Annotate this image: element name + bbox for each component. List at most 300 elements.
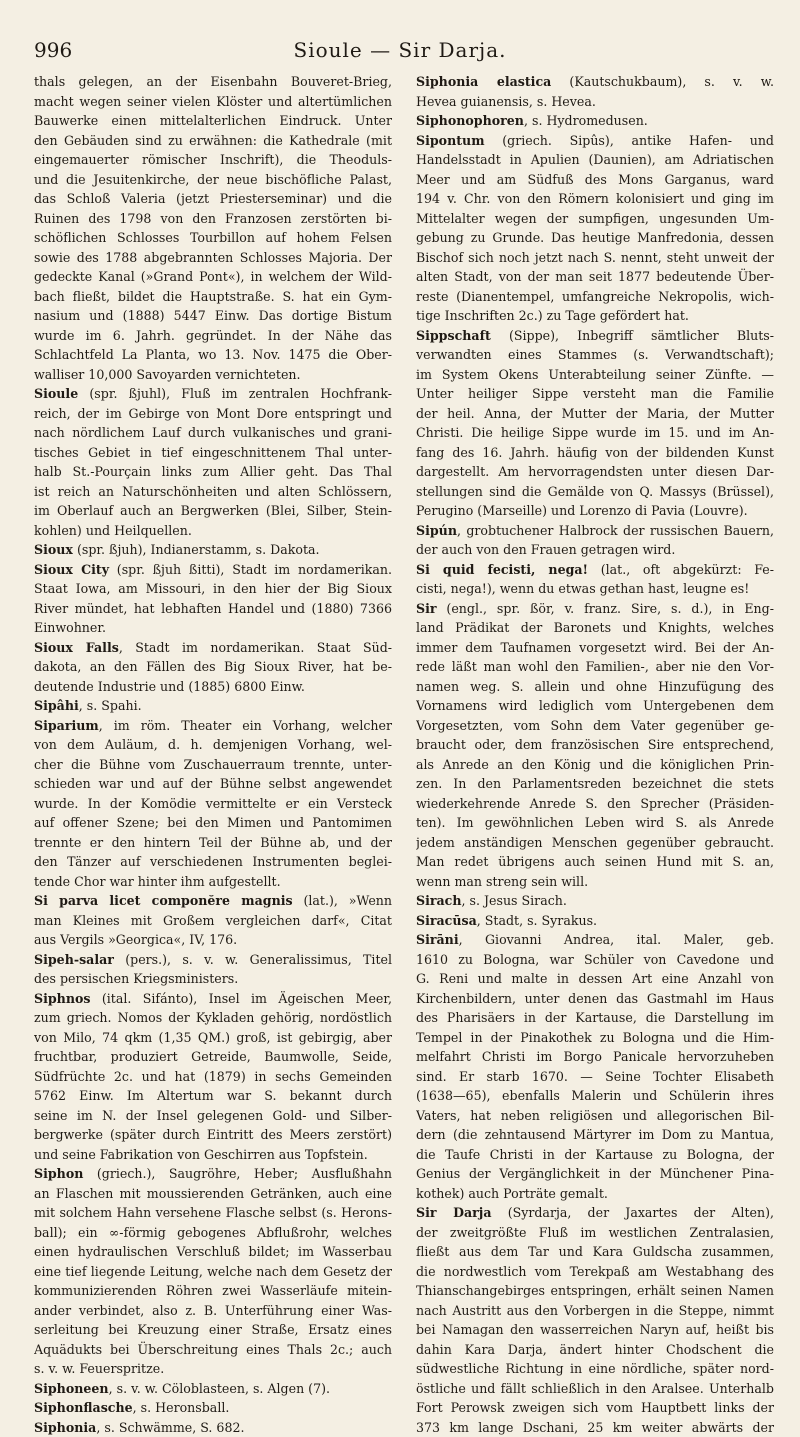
text-line — [416, 482, 774, 502]
text-line — [416, 365, 774, 385]
line-text: land Prädikat der Baronets und Knights, welches — [416, 620, 774, 635]
line-text: (ital. Sifánto), Insel im Ägeischen Meer, — [91, 991, 393, 1006]
line-text: (spr. ßjuhl), Fluß im zentralen Hochfrank- — [78, 386, 392, 401]
text-line — [416, 618, 774, 638]
text-line — [416, 794, 774, 814]
entry-headword: Sioux Falls — [34, 640, 119, 655]
text-line — [416, 111, 774, 131]
text-line — [34, 1125, 392, 1145]
text-line — [34, 423, 392, 443]
text-line — [416, 1418, 774, 1437]
line-text: nach Austritt aus den Vorbergen in die Steppe, nimmt — [416, 1303, 774, 1318]
text-line — [34, 560, 392, 580]
text-line — [416, 989, 774, 1009]
line-text: Vorgesetzten, vom Sohn dem Vater gegenüber ge- — [416, 718, 774, 733]
page-number: 996 — [34, 38, 72, 62]
line-text: Südfrüchte 2c. und hat (1879) in sechs Gemeinden — [34, 1069, 392, 1084]
line-text: Kirchenbildern, unter denen das Gastmahl im Haus — [416, 991, 774, 1006]
text-line — [34, 1223, 392, 1243]
text-line — [416, 150, 774, 170]
text-line — [34, 696, 392, 716]
line-text: serleitung bei Kreuzung einer Straße, Ersatz eines — [34, 1322, 392, 1337]
line-text: kommunizierenden Röhren zwei Wasserläufe mitein- — [34, 1283, 392, 1298]
line-text: 5762 Einw. Im Altertum war S. bekannt durch — [34, 1088, 392, 1103]
text-line — [34, 969, 392, 989]
entry-headword: Sipontum — [416, 133, 485, 148]
line-text: Mittelalter wegen der sumpfigen, ungesunden Um- — [416, 211, 774, 226]
text-line — [416, 384, 774, 404]
line-text: (spr. ßjuh), Indianerstamm, s. Dakota. — [73, 542, 320, 557]
line-text: , Giovanni Andrea, ital. Maler, geb. — [459, 932, 774, 947]
line-text: auf offener Szene; bei den Mimen und Pantomimen — [34, 815, 392, 830]
text-line — [416, 969, 774, 989]
entry-headword: Sipâhi — [34, 698, 79, 713]
text-line — [34, 716, 392, 736]
text-line — [34, 657, 392, 677]
text-line — [416, 423, 774, 443]
text-line — [416, 716, 774, 736]
text-line — [34, 618, 392, 638]
line-text: dargestellt. Am hervorragendsten unter diesen Dar- — [416, 464, 774, 479]
line-text: (griech.), Saugröhre, Heber; Ausflußhahn — [83, 1166, 392, 1181]
line-text: Schlachtfeld La Planta, wo 13. Nov. 1475 die Ober- — [34, 347, 392, 362]
text-line — [416, 1301, 774, 1321]
line-text: (griech. Sipûs), antike Hafen- und — [485, 133, 774, 148]
line-text: ball); ein ∞-förmig gebogenes Abflußrohr, welches — [34, 1225, 392, 1240]
line-text: jedem anständigen Menschen gegenüber gebraucht. — [416, 835, 774, 850]
line-text: tige Inschriften 2c.) zu Tage gefördert hat. — [416, 308, 689, 323]
entry-headword: Sioule — [34, 386, 78, 401]
line-text: (lat.), »Wenn — [293, 893, 392, 908]
text-line — [416, 1320, 774, 1340]
line-text: deutende Industrie und (1885) 6800 Einw. — [34, 679, 305, 694]
line-text: s. v. w. Feuerspritze. — [34, 1361, 164, 1376]
line-text: der auch von den Frauen getragen wird. — [416, 542, 675, 557]
line-text: eine tief liegende Leitung, welche nach dem Gesetz der — [34, 1264, 392, 1279]
line-text: , s. Heronsball. — [133, 1400, 230, 1415]
text-line — [34, 170, 392, 190]
text-line — [416, 930, 774, 950]
text-line — [34, 579, 392, 599]
text-line — [416, 1184, 774, 1204]
text-columns — [34, 72, 774, 1437]
line-text: Fort Perowsk zweigen sich vom Hauptbett links der — [416, 1400, 774, 1415]
line-text: (spr. ßjuh ßitti), Stadt im nordamerikan. — [109, 562, 392, 577]
text-line — [34, 1398, 392, 1418]
line-text: , grobtuchener Halbrock der russischen Bauern, — [457, 523, 774, 538]
line-text: und die Jesuitenkirche, der neue bischöfliche Palast, — [34, 172, 392, 187]
text-line — [416, 833, 774, 853]
text-line — [34, 1340, 392, 1360]
line-text: zum griech. Nomos der Kykladen gehörig, nordöstlich — [34, 1010, 392, 1025]
line-text: fruchtbar, produziert Getreide, Baumwolle, Seide, — [34, 1049, 392, 1064]
line-text: macht wegen seiner vielen Klöster und altertümlichen — [34, 94, 392, 109]
line-text: immer dem Taufnamen vorgesetzt wird. Bei der An- — [416, 640, 774, 655]
line-text: halb St.-Pourçain links zum Allier geht. Das Thal — [34, 464, 392, 479]
line-text: , s. v. w. Cöloblasteen, s. Algen (7). — [109, 1381, 330, 1396]
entry-headword: Siphoneen — [34, 1381, 109, 1396]
line-text: Bauwerke einen mittelalterlichen Eindruck. Unter — [34, 113, 392, 128]
text-line — [34, 462, 392, 482]
entry-headword: Siphonophoren — [416, 113, 524, 128]
text-line — [416, 404, 774, 424]
entry-headword: Sioux — [34, 542, 73, 557]
line-text: an Flaschen mit moussierenden Getränken, auch eine — [34, 1186, 392, 1201]
line-text: Bischof sich noch jetzt nach S. nennt, steht unweit der — [416, 250, 774, 265]
line-text: Vaters, hat neben religiösen und allegorischen Bil- — [416, 1108, 774, 1123]
text-line — [34, 1301, 392, 1321]
entry-headword: Siphonia elastica — [416, 74, 551, 89]
line-text: als Anrede an den König und die königlichen Prin- — [416, 757, 774, 772]
text-line — [34, 833, 392, 853]
line-text: tisches Gebiet in tief eingeschnittenem Thal unter- — [34, 445, 392, 460]
line-text: nach nördlichem Lauf durch vulkanisches und grani- — [34, 425, 392, 440]
text-line — [34, 774, 392, 794]
text-line — [416, 950, 774, 970]
line-text: östliche und fällt schließlich in den Aralsee. Unterhalb — [416, 1381, 774, 1396]
text-line — [34, 599, 392, 619]
line-text: Man redet übrigens auch seinen Hund mit S. an, — [416, 854, 774, 869]
text-line — [416, 1106, 774, 1126]
line-text: den Tänzer auf verschiedenen Instrumenten beglei- — [34, 854, 392, 869]
entry-headword: Siphonflasche — [34, 1400, 133, 1415]
text-line — [34, 852, 392, 872]
entry-headword: Sipún — [416, 523, 457, 538]
text-line — [416, 72, 774, 92]
line-text: im System Okens Unterabteilung seiner Zünfte. — — [416, 367, 774, 382]
line-text: und seine Fabrikation von Geschirren aus Topfstein. — [34, 1147, 368, 1162]
line-text: Meer und am Südfuß des Mons Garganus, ward — [416, 172, 774, 187]
text-line — [34, 1184, 392, 1204]
entry-headword: Siracūsa — [416, 913, 477, 928]
line-text: den Gebäuden sind zu erwähnen: die Kathedrale (mit — [34, 133, 392, 148]
line-text: (Syrdarja, der Jaxartes der Alten), — [492, 1205, 774, 1220]
line-text: Genius der Vergänglichkeit in der Münchener Pina- — [416, 1166, 774, 1181]
text-line — [416, 1028, 774, 1048]
line-text: , s. Hydromedusen. — [524, 113, 648, 128]
text-line — [34, 1242, 392, 1262]
text-line — [34, 267, 392, 287]
text-line — [416, 735, 774, 755]
text-line — [416, 1047, 774, 1067]
text-line — [416, 696, 774, 716]
text-line — [34, 501, 392, 521]
line-text: verwandten eines Stammes (s. Verwandtschaft); — [416, 347, 774, 362]
line-text: ander verbindet, also z. B. Unterführung einer Was- — [34, 1303, 392, 1318]
line-text: , im röm. Theater ein Vorhang, welcher — [99, 718, 392, 733]
text-line — [34, 1320, 392, 1340]
line-text: ist reich an Naturschönheiten und alten Schlössern, — [34, 484, 392, 499]
text-line — [34, 345, 392, 365]
line-text: namen weg. S. allein und ohne Hinzufügung des — [416, 679, 774, 694]
text-line — [416, 287, 774, 307]
line-text: reich, der im Gebirge von Mont Dore entspringt und — [34, 406, 392, 421]
text-line — [34, 1164, 392, 1184]
text-line — [416, 774, 774, 794]
line-text: cisti, nega!), wenn du etwas gethan hast, leugne es! — [416, 581, 749, 596]
line-text: Tempel in der Pinakothek zu Bologna und die Him- — [416, 1030, 774, 1045]
text-line — [34, 872, 392, 892]
text-line — [416, 1086, 774, 1106]
text-line — [34, 1418, 392, 1437]
line-text: dakota, an den Fällen des Big Sioux River, hat be- — [34, 659, 392, 674]
line-text: Einwohner. — [34, 620, 106, 635]
line-text: kohlen) und Heilquellen. — [34, 523, 192, 538]
line-text: wurde im 6. Jahrh. gegründet. In der Nähe das — [34, 328, 392, 343]
line-text: Handelsstadt in Apulien (Daunien), am Adriatischen — [416, 152, 774, 167]
text-line — [416, 326, 774, 346]
text-line — [416, 1340, 774, 1360]
entry-headword: Sir — [416, 601, 437, 616]
line-text: walliser 10,000 Savoyarden vernichteten. — [34, 367, 301, 382]
line-text: mit solchem Hahn versehene Flasche selbst (s. Herons- — [34, 1205, 392, 1220]
text-line — [34, 735, 392, 755]
text-line — [34, 1047, 392, 1067]
entry-headword: Siphnos — [34, 991, 91, 1006]
line-text: , s. Spahi. — [79, 698, 142, 713]
line-text: bergwerke (später durch Eintritt des Meers zerstört) — [34, 1127, 392, 1142]
line-text: alten Stadt, von der man seit 1877 bedeutende Über- — [416, 269, 774, 284]
line-text: schöflichen Schlosses Tourbillon auf hohem Felsen — [34, 230, 392, 245]
text-line — [34, 638, 392, 658]
text-line — [416, 911, 774, 931]
line-text: Christi. Die heilige Sippe wurde im 15. und im An- — [416, 425, 774, 440]
text-line — [416, 891, 774, 911]
text-line — [34, 443, 392, 463]
text-line — [416, 872, 774, 892]
line-text: G. Reni und malte in dessen Art eine Anzahl von — [416, 971, 774, 986]
text-line — [34, 384, 392, 404]
text-line — [34, 1067, 392, 1087]
line-text: gebung zu Grunde. Das heutige Manfredonia, dessen — [416, 230, 774, 245]
line-text: , s. Jesus Sirach. — [462, 893, 567, 908]
text-line — [416, 1379, 774, 1399]
entry-headword: Sir Darja — [416, 1205, 492, 1220]
line-text: wenn man streng sein will. — [416, 874, 588, 889]
line-text: , Stadt im nordamerikan. Staat Süd- — [119, 640, 392, 655]
line-text: gedeckte Kanal (»Grand Pont«), in welchem der Wild- — [34, 269, 392, 284]
line-text: (engl., spr. ßör, v. franz. Sire, s. d.), in Eng- — [437, 601, 774, 616]
text-line — [34, 1281, 392, 1301]
line-text: (Kautschukbaum), s. v. w. — [551, 74, 774, 89]
entry-headword: Sirach — [416, 893, 462, 908]
line-text: (pers.), s. v. w. Generalissimus, Titel — [114, 952, 392, 967]
text-line — [416, 267, 774, 287]
text-line — [416, 1145, 774, 1165]
line-text: des Pharisäers in der Kartause, die Darstellung im — [416, 1010, 774, 1025]
text-line — [34, 540, 392, 560]
line-text: Staat Iowa, am Missouri, in den hier der Big Sioux — [34, 581, 392, 596]
text-line — [34, 1106, 392, 1126]
text-line — [34, 1203, 392, 1223]
text-line — [34, 794, 392, 814]
text-line — [416, 92, 774, 112]
text-line — [34, 677, 392, 697]
text-line — [34, 521, 392, 541]
text-line — [416, 560, 774, 580]
line-text: braucht oder, dem französischen Sire entsprechend, — [416, 737, 774, 752]
text-line — [416, 1164, 774, 1184]
text-line — [416, 1281, 774, 1301]
text-line — [416, 131, 774, 151]
text-line — [416, 462, 774, 482]
text-line — [34, 911, 392, 931]
text-line — [416, 1398, 774, 1418]
line-text: (lat., oft abgekürzt: Fe- — [588, 562, 774, 577]
line-text: sowie des 1788 abgebrannten Schlosses Majoria. Der — [34, 250, 392, 265]
text-line — [416, 540, 774, 560]
text-line — [416, 306, 774, 326]
line-text: bach fließt, bildet die Hauptstraße. S. hat ein Gym- — [34, 289, 392, 304]
text-line — [416, 443, 774, 463]
text-line — [416, 189, 774, 209]
line-text: 1610 zu Bologna, war Schüler von Cavedone und — [416, 952, 774, 967]
line-text: des persischen Kriegsministers. — [34, 971, 238, 986]
line-text: Hevea guianensis, s. Hevea. — [416, 94, 596, 109]
text-line — [416, 248, 774, 268]
text-line — [416, 1067, 774, 1087]
text-line — [416, 501, 774, 521]
page-header — [28, 38, 772, 68]
text-line — [34, 989, 392, 1009]
text-line — [34, 92, 392, 112]
text-line — [416, 1008, 774, 1028]
text-line — [416, 579, 774, 599]
line-text: reste (Dianentempel, umfangreiche Nekropolis, wich- — [416, 289, 774, 304]
line-text: man Kleines mit Großem vergleichen darf«, Citat — [34, 913, 392, 928]
entry-headword: Siparium — [34, 718, 99, 733]
line-text: River mündet, hat lebhaften Handel und (1880) 7366 — [34, 601, 392, 616]
text-line — [34, 1262, 392, 1282]
line-text: Thianschangebirges entspringen, erhält seinen Namen — [416, 1283, 774, 1298]
text-line — [416, 813, 774, 833]
text-line — [34, 150, 392, 170]
text-line — [416, 1242, 774, 1262]
line-text: dern (die zehntausend Märtyrer im Dom zu Mantua, — [416, 1127, 774, 1142]
entry-headword: Sioux City — [34, 562, 109, 577]
text-line — [416, 209, 774, 229]
line-text: fang des 16. Jahrh. häufig von der bildenden Kunst — [416, 445, 774, 460]
line-text: tende Chor war hinter ihm aufgestellt. — [34, 874, 281, 889]
text-line — [34, 891, 392, 911]
text-line — [34, 950, 392, 970]
line-text: , s. Schwämme, S. 682. — [96, 1420, 244, 1435]
text-line — [34, 287, 392, 307]
line-text: fließt aus dem Tar und Kara Guldscha zusammen, — [416, 1244, 774, 1259]
text-line — [416, 345, 774, 365]
line-text: cher die Bühne vom Zuschauerraum trennte, unter- — [34, 757, 392, 772]
text-line — [416, 1262, 774, 1282]
line-text: seine im N. der Insel gelegenen Gold- und Silber- — [34, 1108, 392, 1123]
text-line — [34, 306, 392, 326]
line-text: (Sippe), Inbegriff sämtlicher Bluts- — [491, 328, 774, 343]
text-line — [34, 1086, 392, 1106]
line-text: trennte er den hintern Teil der Bühne ab, und der — [34, 835, 392, 850]
line-text: aus Vergils »Georgica«, IV, 176. — [34, 932, 237, 947]
line-text: Aquädukts bei Überschreitung eines Thals 2c.; auch — [34, 1342, 392, 1357]
entry-headword: Si parva licet componĕre magnis — [34, 893, 293, 908]
text-line — [34, 1379, 392, 1399]
entry-headword: Sipeh-salar — [34, 952, 114, 967]
text-line — [34, 930, 392, 950]
text-line — [416, 1125, 774, 1145]
line-text: das Schloß Valeria (jetzt Priesterseminar) und die — [34, 191, 392, 206]
running-head: Sioule — Sir Darja. — [294, 38, 507, 62]
line-text: schieden war und auf der Bühne selbst angewendet — [34, 776, 392, 791]
line-text: von Milo, 74 qkm (1,35 QM.) groß, ist gebirgig, aber — [34, 1030, 392, 1045]
line-text: (1638—65), ebenfalls Malerin und Schülerin ihres — [416, 1088, 774, 1103]
text-line — [34, 209, 392, 229]
line-text: Perugino (Marseille) und Lorenzo di Pavia (Louvre). — [416, 503, 748, 518]
text-line — [416, 170, 774, 190]
line-text: südwestliche Richtung in eine nördliche, später nord- — [416, 1361, 774, 1376]
text-line — [34, 755, 392, 775]
entry-headword: Siphon — [34, 1166, 83, 1181]
line-text: zen. In den Parlamentsreden bezeichnet die stets — [416, 776, 774, 791]
text-line — [34, 1359, 392, 1379]
line-text: Unter heiliger Sippe versteht man die Familie — [416, 386, 774, 401]
line-text: im Oberlauf auch an Bergwerken (Blei, Silber, Stein- — [34, 503, 392, 518]
text-line — [34, 72, 392, 92]
line-text: die nordwestlich vom Terekpaß am Westabhang des — [416, 1264, 774, 1279]
text-line — [416, 852, 774, 872]
text-line — [416, 1223, 774, 1243]
line-text: thals gelegen, an der Eisenbahn Bouveret-Brieg, — [34, 74, 392, 89]
text-line — [34, 228, 392, 248]
text-line — [416, 228, 774, 248]
line-text: dahin Kara Darja, ändert hinter Chodschent die — [416, 1342, 774, 1357]
entry-headword: Sippschaft — [416, 328, 491, 343]
line-text: 373 km lange Dschani, 25 km weiter abwärts der — [416, 1420, 774, 1435]
text-line — [34, 326, 392, 346]
line-text: der heil. Anna, der Mutter der Maria, der Mutter — [416, 406, 774, 421]
text-line — [416, 599, 774, 619]
line-text: der zweitgrößte Fluß im westlichen Zentralasien, — [416, 1225, 774, 1240]
line-text: , Stadt, s. Syrakus. — [477, 913, 597, 928]
line-text: stellungen sind die Gemälde von Q. Massys (Brüssel), — [416, 484, 774, 499]
text-line — [34, 1028, 392, 1048]
line-text: wiederkehrende Anrede S. den Sprecher (Präsiden- — [416, 796, 774, 811]
line-text: die Taufe Christi in der Kartause zu Bologna, der — [416, 1147, 774, 1162]
line-text: von dem Auläum, d. h. demjenigen Vorhang, wel- — [34, 737, 392, 752]
entry-headword: Sirāni — [416, 932, 459, 947]
line-text: ten). Im gewöhnlichen Leben wird S. als Anrede — [416, 815, 774, 830]
text-line — [416, 657, 774, 677]
line-text: sind. Er starb 1670. — Seine Tochter Elisabeth — [416, 1069, 774, 1084]
text-line — [34, 111, 392, 131]
entry-headword: Si quid fecisti, nega! — [416, 562, 588, 577]
entry-headword: Siphonia — [34, 1420, 96, 1435]
text-line — [416, 1203, 774, 1223]
text-line — [416, 521, 774, 541]
line-text: rede läßt man wohl den Familien-, aber nie den Vor- — [416, 659, 774, 674]
text-line — [34, 248, 392, 268]
text-line — [34, 365, 392, 385]
right-column — [416, 72, 774, 1437]
line-text: nasium und (1888) 5447 Einw. Das dortige Bistum — [34, 308, 392, 323]
line-text: wurde. In der Komödie vermittelte er ein Versteck — [34, 796, 392, 811]
line-text: einen hydraulischen Verschluß bildet; im Wasserbau — [34, 1244, 392, 1259]
text-line — [34, 813, 392, 833]
text-line — [34, 482, 392, 502]
text-line — [416, 638, 774, 658]
text-line — [34, 404, 392, 424]
line-text: 194 v. Chr. von den Römern kolonisiert und ging im — [416, 191, 774, 206]
line-text: Vornamens wird lediglich vom Untergebenen dem — [416, 698, 774, 713]
line-text: bei Namagan den wasserreichen Naryn auf, heißt bis — [416, 1322, 774, 1337]
text-line — [34, 1145, 392, 1165]
text-line — [416, 755, 774, 775]
